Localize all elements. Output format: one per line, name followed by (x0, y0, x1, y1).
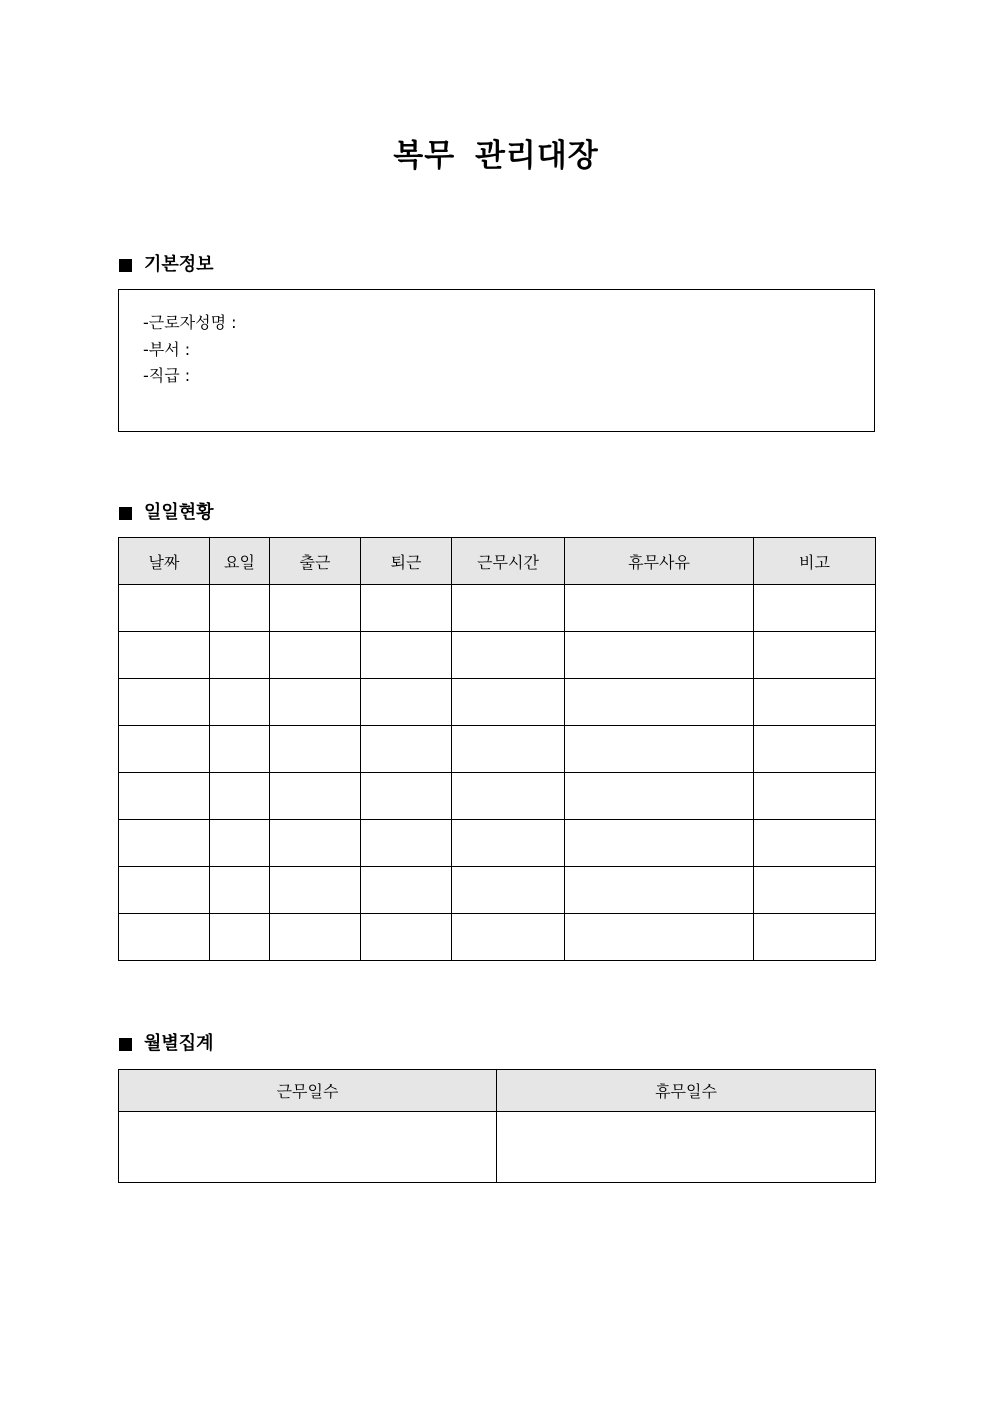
basic-info-box (118, 289, 875, 432)
position-field[interactable]: -직급 : (143, 366, 191, 385)
column-header-clock-in: 출근 (270, 538, 361, 585)
table-cell[interactable] (361, 679, 452, 726)
column-header-clock-out: 퇴근 (361, 538, 452, 585)
table-cell[interactable] (565, 632, 754, 679)
table-row (119, 585, 876, 632)
column-header-work-hours: 근무시간 (452, 538, 565, 585)
work-days-value[interactable] (119, 1112, 497, 1183)
table-row (119, 820, 876, 867)
table-cell[interactable] (119, 820, 210, 867)
table-cell[interactable] (452, 867, 565, 914)
table-cell[interactable] (754, 726, 876, 773)
table-cell[interactable] (754, 867, 876, 914)
table-cell[interactable] (210, 679, 270, 726)
table-cell[interactable] (452, 773, 565, 820)
section-heading-label: 일일현황 (144, 502, 214, 523)
table-cell[interactable] (754, 632, 876, 679)
table-cell[interactable] (119, 867, 210, 914)
monthly-summary-table (118, 1069, 876, 1183)
worker-name-field[interactable]: -근로자성명 : (143, 313, 237, 332)
table-cell[interactable] (119, 726, 210, 773)
table-cell[interactable] (452, 914, 565, 961)
table-cell[interactable] (361, 773, 452, 820)
column-header-weekday: 요일 (210, 538, 270, 585)
table-row (119, 726, 876, 773)
table-cell[interactable] (361, 820, 452, 867)
section-heading-label: 기본정보 (144, 254, 214, 275)
table-cell[interactable] (452, 726, 565, 773)
table-header-row (119, 1070, 876, 1112)
table-cell[interactable] (361, 726, 452, 773)
table-cell[interactable] (210, 585, 270, 632)
square-bullet-icon (119, 507, 132, 520)
table-cell[interactable] (565, 585, 754, 632)
square-bullet-icon (119, 259, 132, 272)
table-cell[interactable] (361, 867, 452, 914)
table-row (119, 679, 876, 726)
table-header-row (119, 538, 876, 585)
table-cell[interactable] (210, 914, 270, 961)
column-header-leave-reason: 휴무사유 (565, 538, 754, 585)
table-cell[interactable] (754, 820, 876, 867)
table-cell[interactable] (565, 867, 754, 914)
page-title: 복무 관리대장 (393, 138, 599, 174)
table-cell[interactable] (565, 726, 754, 773)
table-cell[interactable] (270, 867, 361, 914)
table-row (119, 632, 876, 679)
table-cell[interactable] (565, 820, 754, 867)
section-heading-daily-status (119, 501, 214, 525)
table-row (119, 867, 876, 914)
table-cell[interactable] (210, 726, 270, 773)
table-cell[interactable] (270, 914, 361, 961)
table-cell[interactable] (452, 679, 565, 726)
table-cell[interactable] (119, 914, 210, 961)
table-cell[interactable] (210, 820, 270, 867)
table-row (119, 773, 876, 820)
column-header-work-days: 근무일수 (119, 1070, 497, 1112)
table-cell[interactable] (270, 632, 361, 679)
table-cell[interactable] (452, 632, 565, 679)
table-cell[interactable] (270, 726, 361, 773)
table-cell[interactable] (119, 585, 210, 632)
table-cell[interactable] (210, 773, 270, 820)
table-cell[interactable] (361, 914, 452, 961)
table-cell[interactable] (754, 585, 876, 632)
leave-days-value[interactable] (497, 1112, 876, 1183)
department-field[interactable]: -부서 : (143, 339, 191, 359)
table-cell[interactable] (270, 773, 361, 820)
column-header-leave-days: 휴무일수 (497, 1070, 876, 1112)
square-bullet-icon (119, 1038, 132, 1051)
table-cell[interactable] (119, 679, 210, 726)
daily-status-table (118, 537, 876, 961)
table-cell[interactable] (119, 632, 210, 679)
section-heading-monthly-summary (119, 1032, 214, 1056)
table-cell[interactable] (565, 679, 754, 726)
section-heading-label: 월별집계 (144, 1033, 214, 1054)
table-cell[interactable] (270, 585, 361, 632)
table-cell[interactable] (119, 773, 210, 820)
table-row (119, 914, 876, 961)
table-cell[interactable] (565, 773, 754, 820)
table-cell[interactable] (270, 679, 361, 726)
table-cell[interactable] (210, 632, 270, 679)
table-cell[interactable] (565, 914, 754, 961)
table-row (119, 1112, 876, 1183)
section-heading-basic-info (119, 253, 214, 277)
table-cell[interactable] (270, 820, 361, 867)
table-cell[interactable] (754, 773, 876, 820)
table-cell[interactable] (452, 820, 565, 867)
table-cell[interactable] (754, 679, 876, 726)
table-cell[interactable] (754, 914, 876, 961)
table-cell[interactable] (361, 632, 452, 679)
table-cell[interactable] (361, 585, 452, 632)
column-header-date: 날짜 (119, 538, 210, 585)
table-cell[interactable] (452, 585, 565, 632)
column-header-remarks: 비고 (754, 538, 876, 585)
table-cell[interactable] (210, 867, 270, 914)
